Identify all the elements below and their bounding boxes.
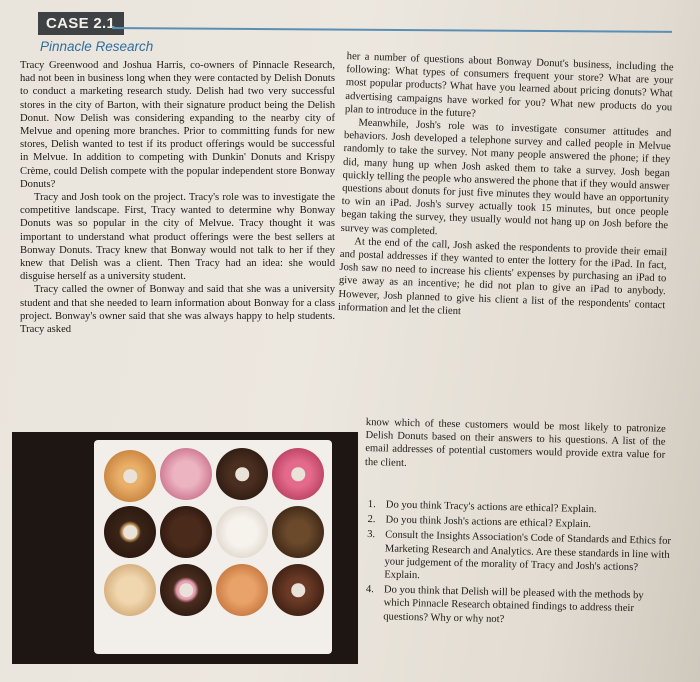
paragraph: Tracy Greenwood and Joshua Harris, co-owners of Pinnacle Research, had not been in business long when they were contacted by Delish Donuts to conduct a marketing research study. Delish had two very successful stores in the city of Barton, with their signature product being the Delish Donut. Now Delish was considering expanding to the nearby city of Melvue and opening more branches. Prior to committing funds for new stores, Delish wanted to test if its product offerings would be successful in Melvue. In addition to competing with Dunkin' Donuts and Krispy Crème, could Delish compete with the popular independent store Bonway Donuts? bbox=[20, 60, 335, 190]
chocolate-donut bbox=[216, 448, 268, 500]
paragraph: Tracy and Josh took on the project. Tracy's role was to investigate the competitive landscape. First, Tracy wanted to determine why Bonway Donuts was so popular in the city of Melvue. Tracy thought it was important to understand what product offerings were the best sellers at Bonway Donuts. Tracy knew that Bonway would not talk to her if they knew that Delish was a client. Then Tracy had an idea: she would disguise herself as a university student. bbox=[20, 192, 335, 283]
paragraph: know which of these customers would be most likely to patronize Delish Donuts based on their answers to his questions. A list of the email addresses of potential customers would provide extra value for the client. bbox=[364, 416, 666, 469]
paragraph: At the end of the call, Josh asked the respondents to provide their email and postal addresses if they wanted to enter the lottery for the iPad. In fact, Josh saw no need to increase his clients' expenses by purchasing an iPad to give away as an incentive; he did not plan to give an iPad to anybody. However, Josh planned to give his client a list of the respondents' contact information and let the client bbox=[337, 236, 668, 317]
question-text: Do you think Tracy's actions are ethical? Explain. bbox=[385, 499, 597, 516]
chocolate-donut bbox=[104, 506, 156, 558]
question-text: Do you think that Delish will be pleased with the methods by which Pinnacle Research obtained findings to address their questions? Why or why not? bbox=[383, 584, 644, 625]
right-column bbox=[338, 50, 674, 325]
question-number: 1. bbox=[367, 499, 376, 511]
drizzle-donut bbox=[272, 506, 324, 558]
paragraph: her a number of questions about Bonway Donut's business, including the following: What types of consumers frequent your store? What are your most popular products? What have you learned about pricing donuts? What advertising campaigns have worked for you? What new products do you plan to introduce in the future? bbox=[344, 50, 674, 120]
question-number: 2. bbox=[367, 514, 376, 526]
sprinkle-donut bbox=[160, 564, 212, 616]
question-text: Do you think Josh's actions are ethical? Explain. bbox=[385, 514, 592, 531]
question-text: Consult the Insights Association's Code of Standards and Ethics for Marketing Research and Analytics. Are these standards in line with your judgement of the morality of Tracy and Josh's actions? Explain. bbox=[384, 529, 672, 582]
white-donut bbox=[216, 506, 268, 558]
question-item bbox=[363, 583, 670, 630]
glazed-donut bbox=[104, 450, 156, 502]
case-label: CASE 2.1 bbox=[38, 12, 124, 35]
paragraph: Meanwhile, Josh's role was to investigate consumer attitudes and behaviors. Josh developed a telephone survey and called people in Melvue randomly to take the survey. Not many people answered the phone; if they did, many hung up when Josh asked them to take a survey. Josh began quickly telling the people who answered the phone that if they would answer questions about donuts for just five minutes they would have an opportunity to win an iPad. Josh's survey actually took 15 minutes, but once people began taking the survey, they usually would not hang up on Josh before the survey was completed. bbox=[340, 117, 672, 237]
discussion-questions bbox=[363, 498, 672, 632]
filled-donut bbox=[160, 506, 212, 558]
left-column bbox=[20, 59, 335, 336]
paragraph: Tracy called the owner of Bonway and said that she was a university student and that she needed to learn information about Bonway for a class project. Bonway's owner said that she was always happy to help students. Tracy asked bbox=[20, 284, 335, 336]
pink-donut bbox=[272, 448, 324, 500]
orange-donut bbox=[216, 564, 268, 616]
header-rule bbox=[112, 27, 672, 32]
question-number: 4. bbox=[365, 584, 374, 596]
case-title: Pinnacle Research bbox=[40, 39, 154, 54]
sprinkle-donut bbox=[160, 448, 212, 500]
coconut-donut bbox=[104, 564, 156, 616]
donut-box bbox=[94, 440, 332, 654]
right-column-continuation bbox=[365, 416, 666, 476]
question-item bbox=[364, 528, 671, 588]
question-number: 3. bbox=[367, 529, 376, 541]
donut-box-photo bbox=[12, 432, 358, 664]
chocolate-donut bbox=[272, 564, 324, 616]
